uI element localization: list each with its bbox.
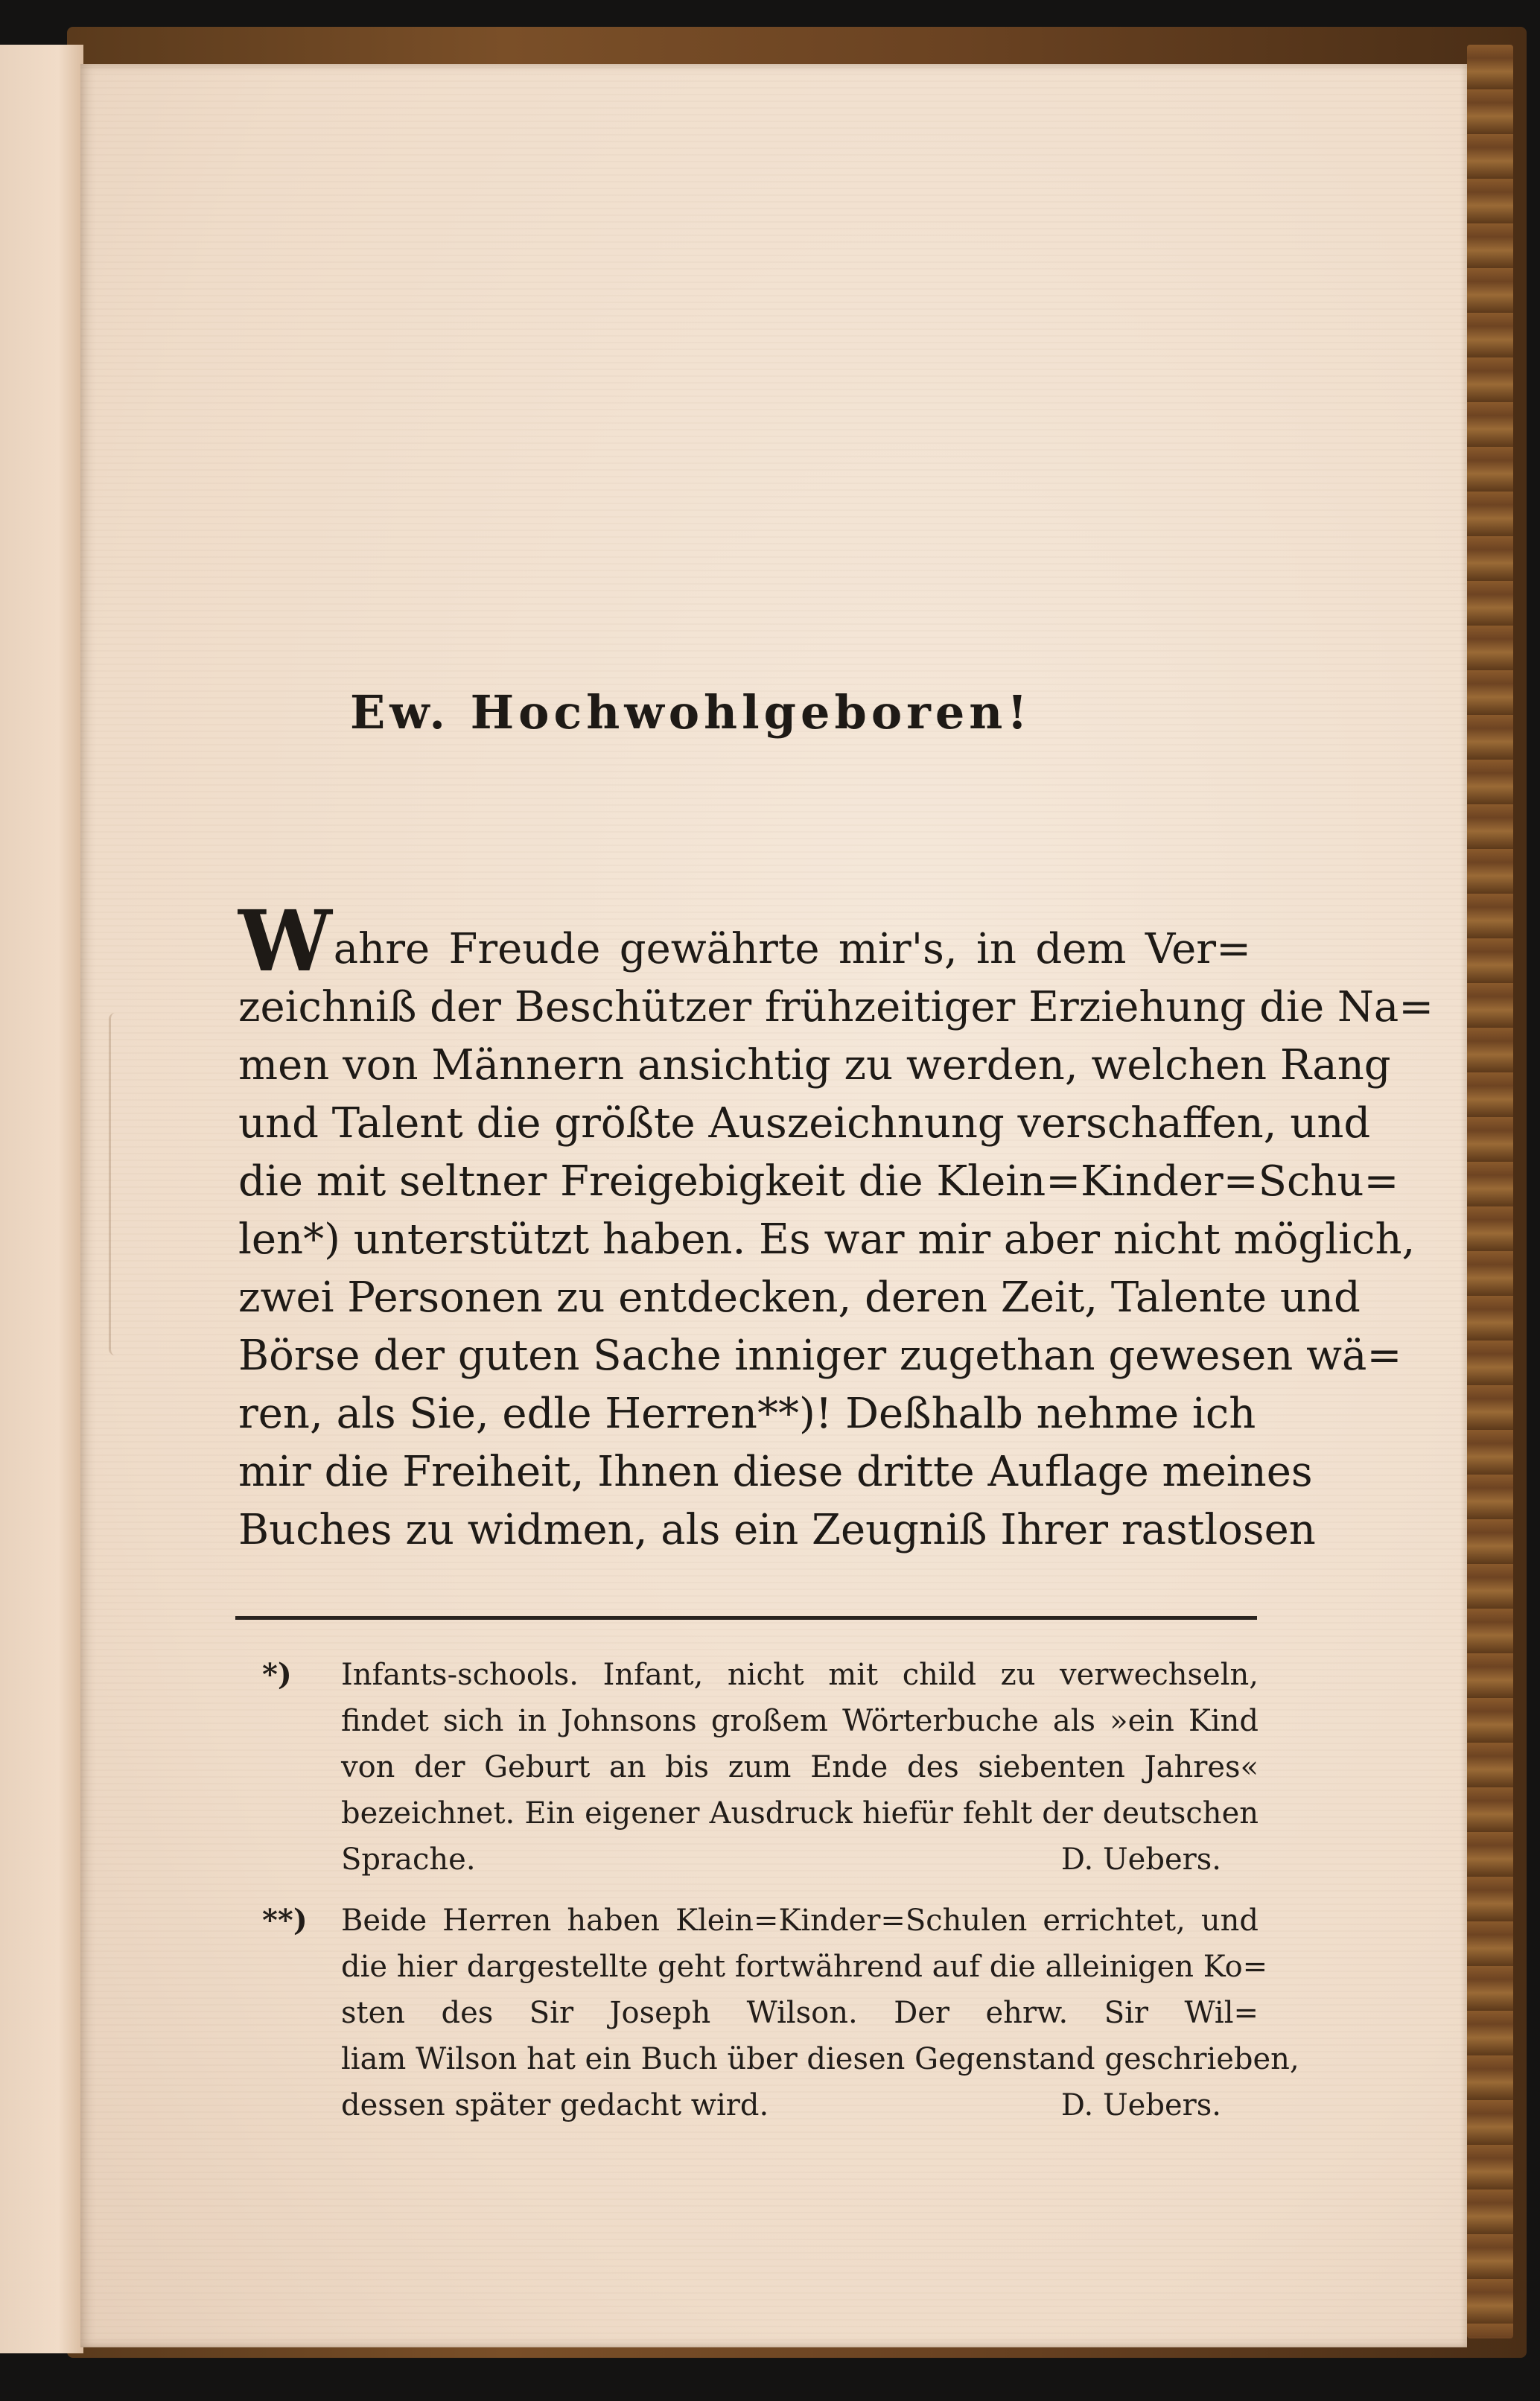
- footnote-text: [341, 1898, 1299, 2128]
- footnote-last-line: [341, 2082, 1259, 2128]
- drop-initial: W: [238, 893, 332, 990]
- body-line: zeichniß der Beschützer frühzeitiger Erziehung die Na=: [238, 983, 1434, 1031]
- footnote-line: Sprache.: [341, 1842, 476, 1877]
- body-line: ren, als Sie, edle Herren**)! Deßhalb nehme ich: [238, 1390, 1256, 1438]
- body-line: Buches zu widmen, als ein Zeugniß Ihrer rastlosen: [238, 1506, 1316, 1554]
- body-line: men von Männern ansichtig zu werden, welchen Rang: [238, 1041, 1391, 1090]
- footnotes: [262, 1652, 1299, 2143]
- cover-edge: [1467, 45, 1513, 2338]
- body-paragraph: [238, 893, 1434, 1559]
- footnote-line: liam Wilson hat ein Buch über diesen Gegenstand geschrieben,: [341, 2042, 1299, 2076]
- footnote-line: findet sich in Johnsons großem Wörterbuche als »ein Kind: [341, 1704, 1259, 1738]
- facing-page-edge: [0, 45, 83, 2353]
- footnote-line: dessen später gedacht wird.: [341, 2088, 769, 2122]
- body-line: mir die Freiheit, Ihnen diese dritte Auflage meines: [238, 1448, 1313, 1496]
- footnote-line: sten des Sir Joseph Wilson. Der ehrw. Sir Wil=: [341, 1996, 1259, 2030]
- footnote-line: die hier dargestellte geht fortwährend auf die alleinigen Ko=: [341, 1950, 1268, 1984]
- body-line: zwei Personen zu entdecken, deren Zeit, Talente und: [238, 1273, 1361, 1322]
- body-line-text: ahre Freude gewährte mir's, in dem Ver=: [333, 925, 1251, 973]
- translator-signature: D. Uebers.: [1060, 1842, 1221, 1877]
- body-line: die mit seltner Freigebigkeit die Klein=Kinder=Schu=: [238, 1157, 1399, 1206]
- footnote: [262, 1898, 1299, 2128]
- footnote-line: von der Geburt an bis zum Ende des siebenten Jahres«: [341, 1750, 1259, 1784]
- footnote-line: Infants-schools. Infant, nicht mit child zu verwechseln,: [341, 1658, 1259, 1692]
- footnote: [262, 1652, 1259, 1883]
- footnote-mark: **): [262, 1903, 308, 1938]
- footnote-mark: *): [262, 1657, 292, 1692]
- footnote-text: [341, 1652, 1259, 1883]
- body-line: Börse der guten Sache inniger zugethan gewesen wä=: [238, 1332, 1402, 1380]
- footnote-last-line: [341, 1836, 1259, 1883]
- footnote-line: Beide Herren haben Klein=Kinder=Schulen errichtet, und: [341, 1904, 1259, 1938]
- footnote-divider: [235, 1616, 1257, 1620]
- salutation-heading: Ew. Hochwohlgeboren!: [350, 685, 1032, 740]
- body-line: [238, 893, 1251, 990]
- body-line: und Talent die größte Auszeichnung verschaffen, und: [238, 1099, 1371, 1148]
- footnote-line: bezeichnet. Ein eigener Ausdruck hiefür fehlt der deutschen: [341, 1796, 1259, 1831]
- pencil-mark: [109, 1013, 121, 1355]
- body-line: len*) unterstützt haben. Es war mir aber nicht möglich,: [238, 1215, 1416, 1264]
- translator-signature: D. Uebers.: [1060, 2088, 1221, 2122]
